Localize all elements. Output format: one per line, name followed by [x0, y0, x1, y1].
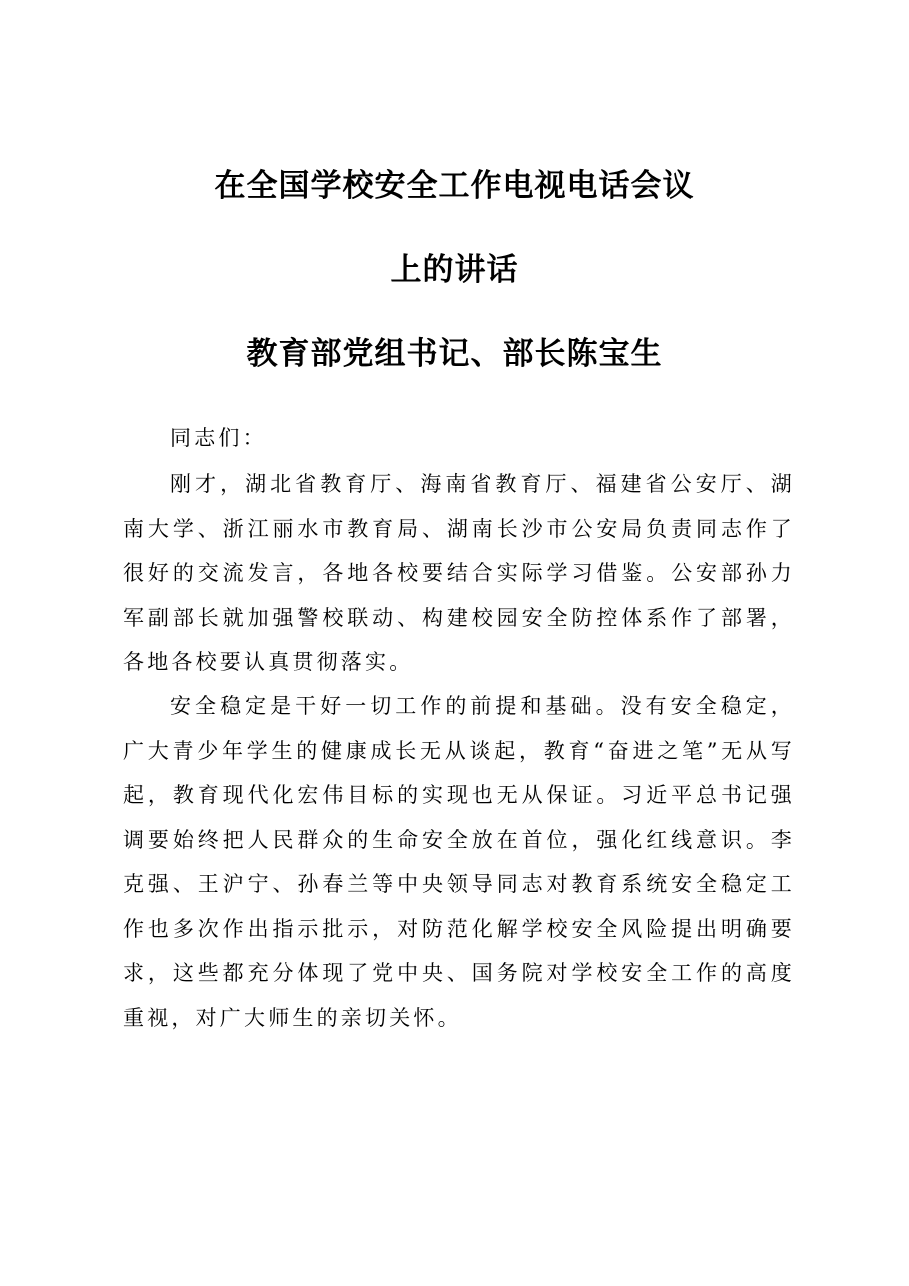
document-title-line-1: 在全国学校安全工作电视电话会议: [214, 168, 695, 204]
speaker-line: 教育部党组书记、部长陈宝生: [246, 336, 663, 372]
document-title-line-2: 上的讲话: [390, 252, 519, 288]
paragraph-2: 安全稳定是干好一切工作的前提和基础。没有安全稳定，广大青少年学生的健康成长无从谈起，教育“奋进之笔”无从写起，教育现代化宏伟目标的实现也无从保证。习近平总书记强调要始终把人民群众的生命安全放在首位，强化红线意识。李克强、王沪宁、孙春兰等中央领导同志对教育系统安全稳定工作也多次作出指示批示，对防范化解学校安全风险提出明确要求，这些都充分体现了党中央、国务院对学校安全工作的高度重视，对广大师生的亲切关怀。: [123, 694, 795, 1030]
salutation: 同志们：: [170, 426, 267, 450]
paragraph-1: 刚才，湖北省教育厅、海南省教育厅、福建省公安厅、湖南大学、浙江丽水市教育局、湖南长沙市公安局负责同志作了很好的交流发言，各地各校要结合实际学习借鉴。公安部孙力军副部长就加强警校联动、构建校园安全防控体系作了部署，各地各校要认真贯彻落实。: [123, 472, 795, 674]
